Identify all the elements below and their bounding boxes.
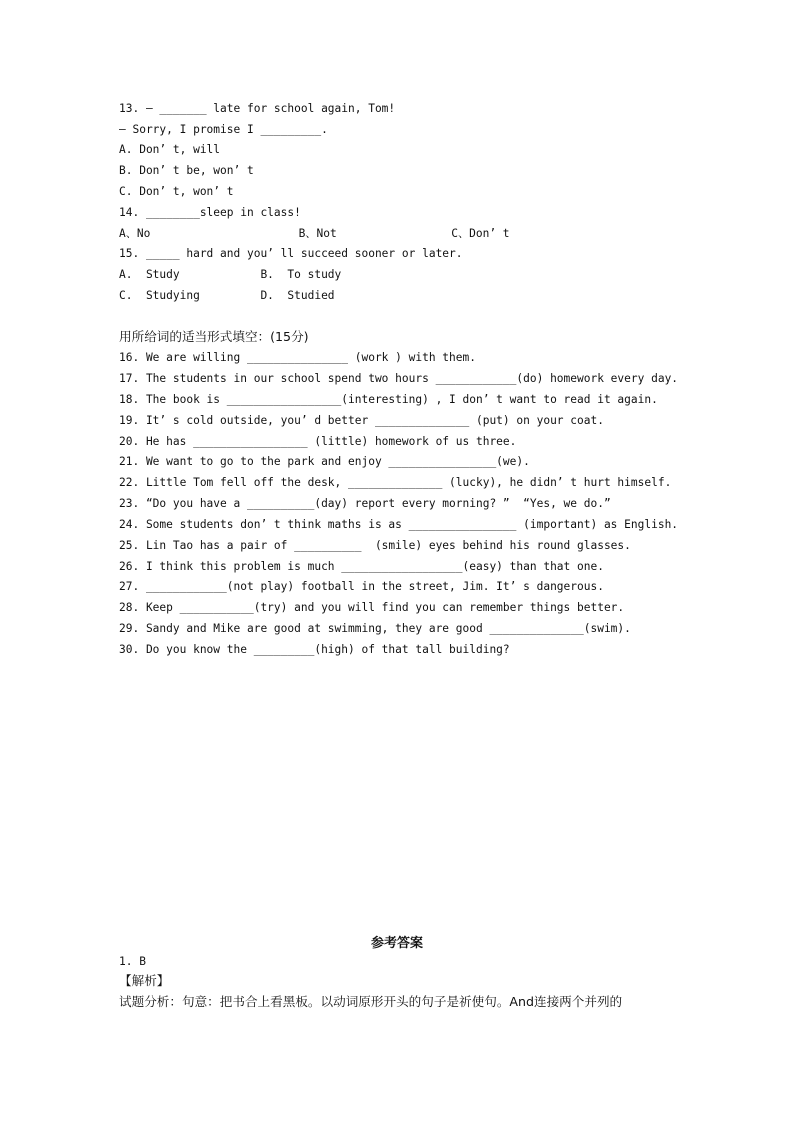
question-13-option-c: C. Don’ t, won’ t	[119, 185, 234, 198]
question-15-stem: 15. _____ hard and you’ ll succeed sooner or later.	[119, 247, 463, 260]
question-14-options: A、No B、Not C、Don’ t	[119, 227, 510, 240]
fill-item-29: 29. Sandy and Mike are good at swimming, they are good ______________(swim).	[119, 622, 631, 635]
answer-1: 1. B	[119, 955, 146, 968]
question-15-options-cd: C. Studying D. Studied	[119, 289, 335, 302]
fill-item-17: 17. The students in our school spend two hours ____________(do) homework every day.	[119, 372, 679, 385]
fill-section-heading: 用所给词的适当形式填空：(15分)	[119, 329, 309, 344]
question-15-options-ab: A. Study B. To study	[119, 268, 342, 281]
fill-item-16: 16. We are willing _______________ (work ) with them.	[119, 351, 476, 364]
question-13-option-b: B. Don’ t be, won’ t	[119, 164, 254, 177]
fill-item-25: 25. Lin Tao has a pair of __________ (smile) eyes behind his round glasses.	[119, 539, 631, 552]
fill-item-19: 19. It’ s cold outside, you’ d better ______________ (put) on your coat.	[119, 414, 604, 427]
fill-item-22: 22. Little Tom fell off the desk, ______________ (lucky), he didn’ t hurt himself.	[119, 476, 672, 489]
fill-item-27: 27. ____________(not play) football in the street, Jim. It’ s dangerous.	[119, 580, 604, 593]
analysis-text: 试题分析：句意：把书合上看黑板。以动词原形开头的句子是祈使句。And连接两个并列的	[119, 994, 623, 1009]
question-14-stem: 14. ________sleep in class!	[119, 206, 301, 219]
analysis-label: 【解析】	[119, 973, 170, 988]
question-13-reply: — Sorry, I promise I _________.	[119, 123, 328, 136]
fill-item-28: 28. Keep ___________(try) and you will find you can remember things better.	[119, 601, 625, 614]
fill-item-30: 30. Do you know the _________(high) of that tall building?	[119, 643, 510, 656]
fill-item-18: 18. The book is _________________(interesting) , I don’ t want to read it again.	[119, 393, 658, 406]
fill-item-24: 24. Some students don’ t think maths is as ________________ (important) as English.	[119, 518, 679, 531]
question-13-option-a: A. Don’ t, will	[119, 143, 221, 156]
question-13-stem: 13. — _______ late for school again, Tom!	[119, 102, 396, 115]
fill-item-23: 23. “Do you have a __________(day) report every morning? ” “Yes, we do.”	[119, 497, 611, 510]
fill-item-21: 21. We want to go to the park and enjoy ________________(we).	[119, 455, 530, 468]
fill-item-20: 20. He has _________________ (little) homework of us three.	[119, 435, 517, 448]
fill-item-26: 26. I think this problem is much __________________(easy) than that one.	[119, 560, 604, 573]
answers-title: 参考答案	[370, 936, 423, 951]
